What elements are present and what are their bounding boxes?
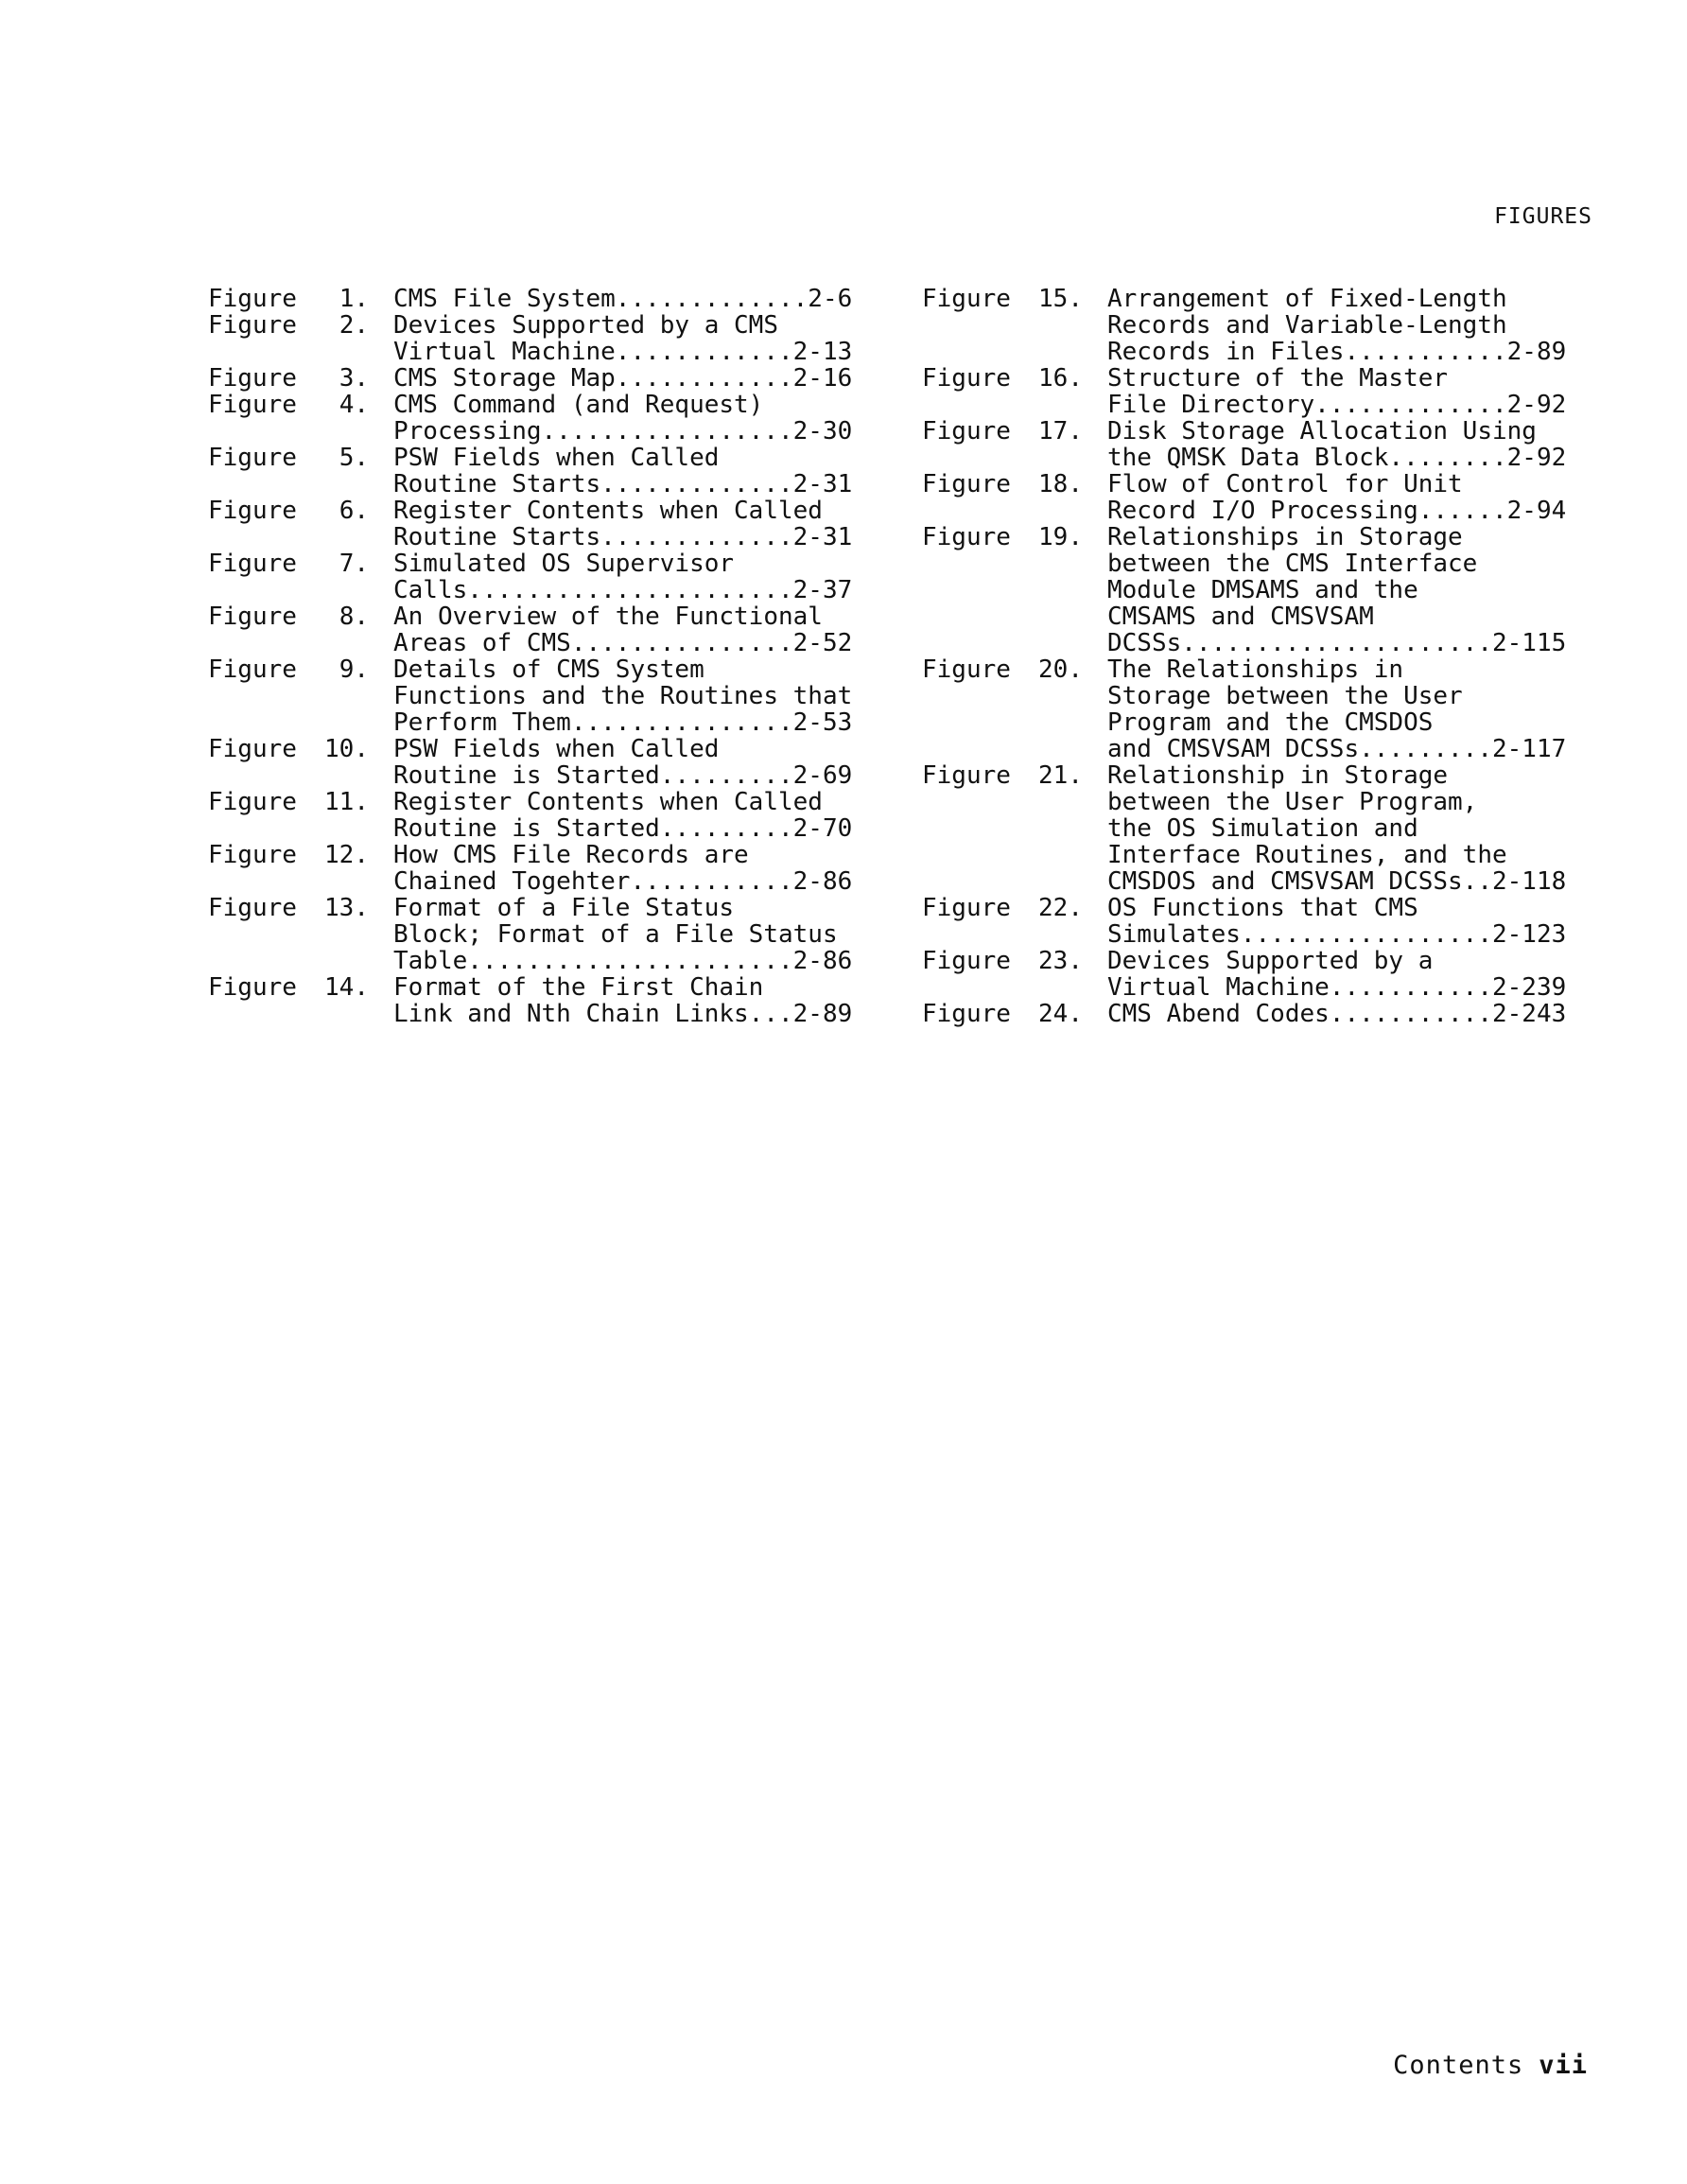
figure-number <box>312 683 393 709</box>
figure-title-line: Devices Supported by a <box>1107 947 1434 975</box>
figure-label <box>208 762 312 789</box>
figure-entry <box>922 365 1566 392</box>
figure-title-line: OS Functions that CMS <box>1107 894 1418 922</box>
figure-title-line: The Relationships in <box>1107 655 1404 684</box>
figure-label: Figure <box>208 788 297 816</box>
figure-title-line: Devices Supported by a CMS <box>393 311 778 340</box>
figure-number <box>1026 630 1107 656</box>
figure-title-line: Virtual Machine...........2-239 <box>1107 973 1567 1002</box>
figure-number: 2. <box>339 311 369 340</box>
figure-title-line: the QMSK Data Block........2-92 <box>1107 444 1567 472</box>
figure-entry-continuation <box>208 630 852 656</box>
figure-entry <box>922 418 1566 445</box>
figure-label: Figure <box>922 655 1011 684</box>
figure-entry-continuation <box>208 868 852 895</box>
figure-label <box>208 339 312 365</box>
figure-label: Figure <box>208 391 297 419</box>
figure-label: Figure <box>922 364 1011 393</box>
figure-number <box>312 471 393 498</box>
figure-entry-continuation <box>922 312 1566 339</box>
figure-number <box>1026 789 1107 815</box>
figure-entry-continuation <box>922 736 1566 762</box>
figure-title-line: Link and Nth Chain Links...2-89 <box>393 1000 853 1028</box>
figure-number: 11. <box>324 788 369 816</box>
figure-number: 16. <box>1038 364 1083 393</box>
figure-title-line: Flow of Control for Unit <box>1107 470 1463 498</box>
figure-entry <box>208 365 852 392</box>
figure-number <box>312 868 393 895</box>
figure-entry-continuation <box>208 815 852 842</box>
figure-label <box>208 709 312 736</box>
figure-label: Figure <box>208 655 297 684</box>
figure-label <box>208 471 312 498</box>
figure-label: Figure <box>922 761 1011 790</box>
figure-number <box>1026 709 1107 736</box>
footer-label: Contents <box>1393 2051 1524 2080</box>
figure-entry-continuation <box>922 709 1566 736</box>
figure-entry <box>922 762 1566 789</box>
figure-title-line: Interface Routines, and the <box>1107 841 1507 869</box>
figure-title-line: File Directory.............2-92 <box>1107 391 1567 419</box>
figure-label: Figure <box>208 550 297 578</box>
figure-label: Figure <box>208 285 297 313</box>
figure-label: Figure <box>922 523 1011 551</box>
figure-entry <box>208 656 852 683</box>
figure-title-line: Virtual Machine............2-13 <box>393 338 853 366</box>
figure-number: 12. <box>324 841 369 869</box>
figure-title-line: Arrangement of Fixed-Length <box>1107 285 1507 313</box>
figure-title-line: CMSDOS and CMSVSAM DCSSs..2-118 <box>1107 867 1567 896</box>
figure-title-line: Module DMSAMS and the <box>1107 576 1418 604</box>
figure-label: Figure <box>208 841 297 869</box>
figure-entry-continuation <box>922 498 1566 524</box>
figure-label: Figure <box>922 417 1011 446</box>
figure-label <box>922 498 1026 524</box>
figure-number <box>312 948 393 974</box>
figure-number <box>1026 339 1107 365</box>
figure-entry <box>208 603 852 630</box>
figure-title-line: Relationships in Storage <box>1107 523 1463 551</box>
figure-entry-continuation <box>208 577 852 603</box>
figure-number <box>312 339 393 365</box>
figure-entry-continuation <box>922 630 1566 656</box>
figure-entry-continuation <box>922 868 1566 895</box>
figure-entry-continuation <box>208 709 852 736</box>
figure-label <box>922 868 1026 895</box>
figure-label <box>922 736 1026 762</box>
figure-entry <box>208 789 852 815</box>
figure-number: 22. <box>1038 894 1083 922</box>
figure-number <box>1026 815 1107 842</box>
figure-title-line: Routine Starts.............2-31 <box>393 470 853 498</box>
figure-label <box>208 524 312 550</box>
figure-label <box>922 603 1026 630</box>
figure-number: 23. <box>1038 947 1083 975</box>
figure-number <box>1026 550 1107 577</box>
figure-title-line: PSW Fields when Called <box>393 735 720 763</box>
figure-entry-continuation <box>208 418 852 445</box>
figure-title-line: Format of the First Chain <box>393 973 764 1002</box>
figure-number: 9. <box>339 655 369 684</box>
figure-entry-continuation <box>922 550 1566 577</box>
figure-number <box>312 630 393 656</box>
figure-title-line: CMS File System.............2-6 <box>393 285 853 313</box>
figure-number <box>1026 445 1107 471</box>
figure-label <box>922 630 1026 656</box>
figure-title-line: Disk Storage Allocation Using <box>1107 417 1537 446</box>
figure-entry <box>208 498 852 524</box>
figure-number <box>312 921 393 948</box>
figure-number: 10. <box>324 735 369 763</box>
figure-number <box>312 524 393 550</box>
figure-label <box>922 550 1026 577</box>
figure-label <box>208 921 312 948</box>
figure-list-left <box>208 286 852 1027</box>
figure-entry <box>922 286 1566 312</box>
figure-label: Figure <box>208 497 297 525</box>
figure-title-line: Table......................2-86 <box>393 947 853 975</box>
figure-title-line: CMS Storage Map............2-16 <box>393 364 853 393</box>
figure-label <box>922 683 1026 709</box>
figure-label: Figure <box>922 894 1011 922</box>
figure-title-line: CMS Abend Codes...........2-243 <box>1107 1000 1567 1028</box>
figure-number: 8. <box>339 603 369 631</box>
figure-entry <box>208 974 852 1001</box>
figure-label <box>208 630 312 656</box>
figure-title-line: between the User Program, <box>1107 788 1478 816</box>
figure-number: 14. <box>324 973 369 1002</box>
figure-number: 3. <box>339 364 369 393</box>
figure-label <box>922 445 1026 471</box>
figure-number <box>312 762 393 789</box>
figure-title-line: Functions and the Routines that <box>393 682 853 710</box>
figure-label <box>208 948 312 974</box>
figure-title-line: Details of CMS System <box>393 655 704 684</box>
figure-label <box>922 709 1026 736</box>
figure-label <box>922 339 1026 365</box>
figure-label <box>922 392 1026 418</box>
figure-title-line: Record I/O Processing......2-94 <box>1107 497 1567 525</box>
figure-title-line: CMSAMS and CMSVSAM <box>1107 603 1374 631</box>
figure-label: Figure <box>208 894 297 922</box>
figure-entry <box>922 948 1566 974</box>
figure-number <box>1026 498 1107 524</box>
figure-entry-continuation <box>922 789 1566 815</box>
figure-title-line: Register Contents when Called <box>393 497 823 525</box>
figure-label: Figure <box>922 1000 1011 1028</box>
figure-number <box>312 709 393 736</box>
figure-number <box>1026 736 1107 762</box>
figure-title-line: Relationship in Storage <box>1107 761 1449 790</box>
figure-entry <box>922 895 1566 921</box>
figure-number <box>1026 974 1107 1001</box>
figure-number: 13. <box>324 894 369 922</box>
figure-number: 20. <box>1038 655 1083 684</box>
figure-entry <box>208 445 852 471</box>
figure-entry-continuation <box>208 339 852 365</box>
figure-number: 19. <box>1038 523 1083 551</box>
figure-entry <box>208 842 852 868</box>
figure-number: 6. <box>339 497 369 525</box>
figure-title-line: Simulated OS Supervisor <box>393 550 735 578</box>
figure-entry <box>208 286 852 312</box>
figure-label <box>922 577 1026 603</box>
figure-label: Figure <box>208 603 297 631</box>
figure-entry-continuation <box>922 603 1566 630</box>
figure-entry-continuation <box>922 339 1566 365</box>
figure-label: Figure <box>922 470 1011 498</box>
figure-title-line: Chained Togehter...........2-86 <box>393 867 853 896</box>
figure-label <box>922 815 1026 842</box>
figure-entry-continuation <box>208 762 852 789</box>
figure-entry-continuation <box>922 392 1566 418</box>
figure-number: 24. <box>1038 1000 1083 1028</box>
figure-title-line: Records in Files...........2-89 <box>1107 338 1567 366</box>
figure-number <box>1026 921 1107 948</box>
figure-entry-continuation <box>208 524 852 550</box>
figure-entry <box>208 312 852 339</box>
figure-label <box>922 974 1026 1001</box>
figure-title-line: Block; Format of a File Status <box>393 920 838 949</box>
figure-label: Figure <box>922 947 1011 975</box>
figure-entry <box>922 471 1566 498</box>
figure-title-line: Calls......................2-37 <box>393 576 853 604</box>
figure-label <box>922 842 1026 868</box>
figure-entry-continuation <box>922 445 1566 471</box>
figure-number <box>1026 392 1107 418</box>
figure-number: 18. <box>1038 470 1083 498</box>
figure-entry-continuation <box>208 683 852 709</box>
figure-title-line: Routine is Started.........2-70 <box>393 814 853 843</box>
figure-entry <box>922 656 1566 683</box>
figure-label <box>208 868 312 895</box>
figure-title-line: and CMSVSAM DCSSs.........2-117 <box>1107 735 1567 763</box>
figure-entry-continuation <box>922 842 1566 868</box>
figure-entry <box>208 550 852 577</box>
figure-number <box>312 1001 393 1027</box>
figure-entry-continuation <box>922 577 1566 603</box>
figure-title-line: DCSSs.....................2-115 <box>1107 629 1567 657</box>
figure-number <box>312 577 393 603</box>
figure-entry <box>208 736 852 762</box>
figure-label <box>208 577 312 603</box>
figure-number: 15. <box>1038 285 1083 313</box>
figure-entry-continuation <box>208 921 852 948</box>
figure-number <box>312 418 393 445</box>
page-footer <box>1393 2051 1588 2080</box>
figure-entry-continuation <box>208 1001 852 1027</box>
figure-label <box>208 815 312 842</box>
figure-number <box>1026 603 1107 630</box>
figure-entry-continuation <box>922 683 1566 709</box>
figure-label: Figure <box>922 285 1011 313</box>
figure-entry-continuation <box>922 974 1566 1001</box>
figure-title-line: PSW Fields when Called <box>393 444 720 472</box>
figure-entry-continuation <box>922 921 1566 948</box>
page-header: FIGURES <box>1494 204 1592 229</box>
figure-entry-continuation <box>922 815 1566 842</box>
figure-number <box>1026 868 1107 895</box>
figure-title-line: CMS Command (and Request) <box>393 391 764 419</box>
figure-number <box>1026 683 1107 709</box>
figure-label <box>922 312 1026 339</box>
figure-label <box>922 789 1026 815</box>
figure-number <box>1026 312 1107 339</box>
figure-title-line: between the CMS Interface <box>1107 550 1478 578</box>
figure-title-line: How CMS File Records are <box>393 841 749 869</box>
figure-entry <box>922 524 1566 550</box>
figure-entry <box>208 895 852 921</box>
figure-label: Figure <box>208 444 297 472</box>
figure-number <box>1026 577 1107 603</box>
figure-label: Figure <box>208 311 297 340</box>
figure-number: 7. <box>339 550 369 578</box>
figure-title-line: An Overview of the Functional <box>393 603 823 631</box>
figure-title-line: Routine Starts.............2-31 <box>393 523 853 551</box>
figure-title-line: Register Contents when Called <box>393 788 823 816</box>
footer-page-number: vii <box>1539 2051 1588 2080</box>
figure-title-line: Routine is Started.........2-69 <box>393 761 853 790</box>
figure-number: 17. <box>1038 417 1083 446</box>
figure-title-line: Structure of the Master <box>1107 364 1449 393</box>
figure-number: 4. <box>339 391 369 419</box>
figure-title-line: Program and the CMSDOS <box>1107 708 1434 737</box>
figure-entry-continuation <box>208 948 852 974</box>
figure-number: 5. <box>339 444 369 472</box>
figure-number <box>1026 842 1107 868</box>
figure-title-line: Areas of CMS...............2-52 <box>393 629 853 657</box>
figure-label <box>208 418 312 445</box>
figure-title-line: Format of a File Status <box>393 894 735 922</box>
figure-number: 1. <box>339 285 369 313</box>
figure-list-right <box>922 286 1566 1027</box>
figure-entry <box>922 1001 1566 1027</box>
figure-label: Figure <box>208 735 297 763</box>
figure-title-line: Simulates.................2-123 <box>1107 920 1567 949</box>
figure-title-line: Storage between the User <box>1107 682 1463 710</box>
figure-number: 21. <box>1038 761 1083 790</box>
figure-entry-continuation <box>208 471 852 498</box>
figure-label: Figure <box>208 364 297 393</box>
figure-number <box>312 815 393 842</box>
figure-title-line: the OS Simulation and <box>1107 814 1418 843</box>
figure-title-line: Records and Variable-Length <box>1107 311 1507 340</box>
figure-title-line: Perform Them...............2-53 <box>393 708 853 737</box>
figure-label <box>922 921 1026 948</box>
figure-label <box>208 1001 312 1027</box>
figure-entry <box>208 392 852 418</box>
figure-label: Figure <box>208 973 297 1002</box>
figure-title-line: Processing.................2-30 <box>393 417 853 446</box>
figure-label <box>208 683 312 709</box>
